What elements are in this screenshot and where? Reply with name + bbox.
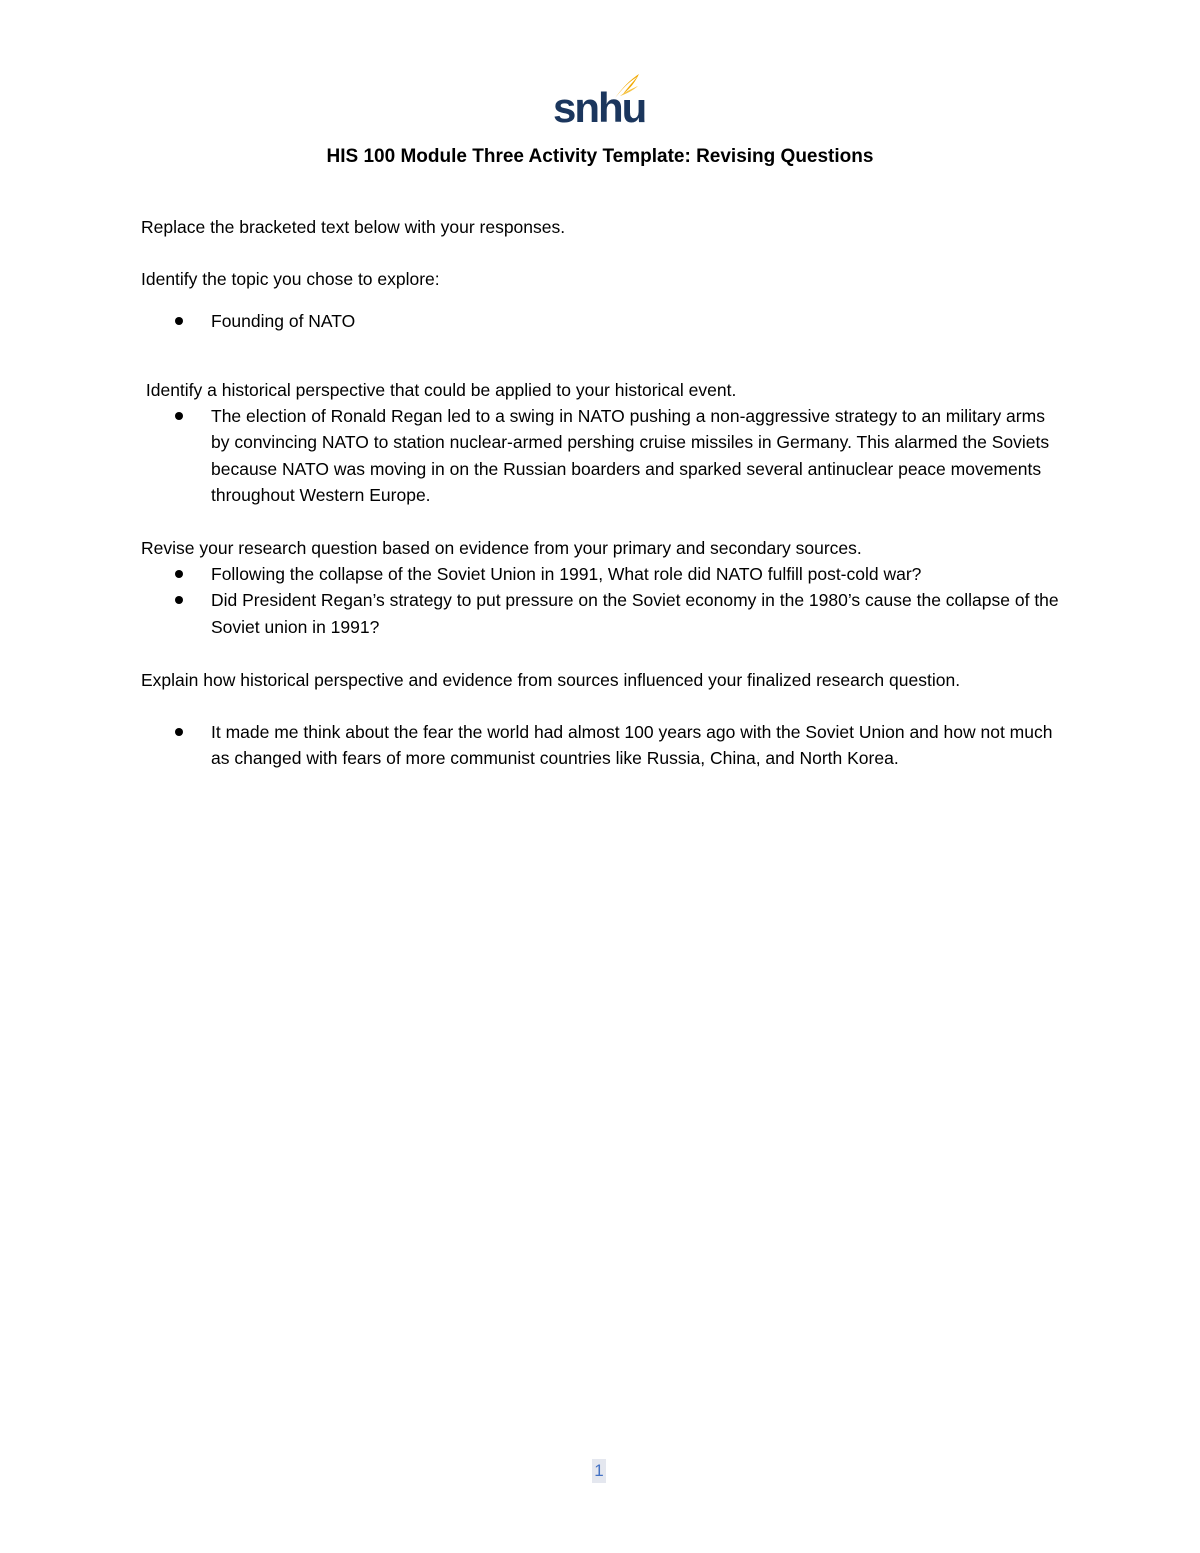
list-item [141,561,1061,587]
answer-list-explain [141,719,1061,772]
list-item [141,719,1061,772]
answer-text: It made me think about the fear the world had almost 100 years ago with the Soviet Union and how not much as changed with fears of more communist countries like Russia, China, and North Korea. [211,722,1053,769]
instructions-text: Replace the bracketed text below with your responses. [141,217,566,237]
document-title: HIS 100 Module Three Activity Template: Revising Questions [326,146,874,167]
bullet-icon [175,317,183,325]
answer-list-perspective [141,403,1061,508]
section-prompt-topic: Identify the topic you chose to explore: [141,269,440,289]
section-prompt-revise: Revise your research question based on evidence from your primary and secondary sources. [141,538,862,558]
answer-list-revise [141,561,1061,640]
section-prompt-explain: Explain how historical perspective and evidence from sources influenced your finalized research question. [141,670,961,690]
answer-text: Following the collapse of the Soviet Union in 1991, What role did NATO fulfill post-cold war? [211,564,922,584]
list-item [141,587,1061,640]
list-item [141,308,1061,334]
logo-wordmark: snhu [553,84,646,131]
answer-list-topic [141,308,1061,334]
answer-text: Did President Regan’s strategy to put pressure on the Soviet economy in the 1980’s cause the collapse of the Soviet union in 1991? [211,590,1059,637]
bullet-icon [175,570,183,578]
page-number: 1 [592,1459,606,1483]
bullet-icon [175,412,183,420]
answer-text: The election of Ronald Regan led to a swing in NATO pushing a non-aggressive strategy to an military arms by convincing NATO to station nuclear-armed pershing cruise missiles in Germany. This alarmed the Soviets because NATO was moving in on the Russian boarders and sparked several antinuclear peace movements throughout Western Europe. [211,406,1050,505]
bullet-icon [175,596,183,604]
answer-text: Founding of NATO [211,311,356,331]
section-prompt-perspective: Identify a historical perspective that could be applied to your historical event. [141,380,737,400]
bullet-icon [175,728,183,736]
snhu-logo [553,72,646,134]
list-item [141,403,1061,508]
